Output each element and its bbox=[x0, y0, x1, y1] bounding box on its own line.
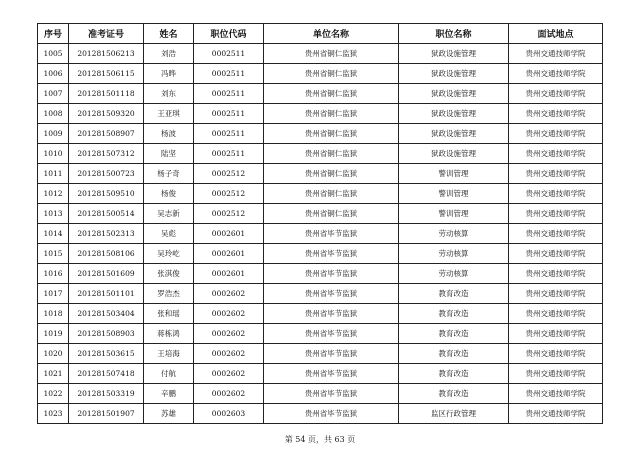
position-name-cell: 警训管理 bbox=[399, 184, 509, 204]
name-cell: 吴玲屹 bbox=[144, 244, 194, 264]
header-interview-location: 面试地点 bbox=[509, 24, 603, 44]
interview-location-cell: 贵州交通技师学院 bbox=[509, 124, 603, 144]
name-cell: 冯晔 bbox=[144, 64, 194, 84]
position-code-cell: 0002603 bbox=[194, 404, 264, 424]
table-row bbox=[38, 284, 603, 304]
unit-name-cell: 贵州省毕节监狱 bbox=[264, 284, 399, 304]
table-row bbox=[38, 224, 603, 244]
position-code-cell: 0002511 bbox=[194, 124, 264, 144]
interview-location-cell: 贵州交通技师学院 bbox=[509, 404, 603, 424]
name-cell: 吴志新 bbox=[144, 204, 194, 224]
table-row bbox=[38, 124, 603, 144]
position-code-cell: 0002512 bbox=[194, 204, 264, 224]
interview-location-cell: 贵州交通技师学院 bbox=[509, 384, 603, 404]
interview-location-cell: 贵州交通技师学院 bbox=[509, 44, 603, 64]
ticket-number-cell: 201281503404 bbox=[69, 304, 144, 324]
name-cell: 张淇俊 bbox=[144, 264, 194, 284]
position-name-cell: 狱政设施管理 bbox=[399, 84, 509, 104]
serial-cell: 1013 bbox=[38, 204, 69, 224]
interview-location-cell: 贵州交通技师学院 bbox=[509, 224, 603, 244]
ticket-number-cell: 201281501609 bbox=[69, 264, 144, 284]
header-ticket-number: 准考证号 bbox=[69, 24, 144, 44]
ticket-number-cell: 201281509320 bbox=[69, 104, 144, 124]
position-code-cell: 0002602 bbox=[194, 324, 264, 344]
serial-cell: 1023 bbox=[38, 404, 69, 424]
position-name-cell: 教育改造 bbox=[399, 384, 509, 404]
serial-cell: 1021 bbox=[38, 364, 69, 384]
unit-name-cell: 贵州省毕节监狱 bbox=[264, 324, 399, 344]
serial-cell: 1006 bbox=[38, 64, 69, 84]
unit-name-cell: 贵州省毕节监狱 bbox=[264, 364, 399, 384]
name-cell: 杨子奇 bbox=[144, 164, 194, 184]
ticket-number-cell: 201281501118 bbox=[69, 84, 144, 104]
ticket-number-cell: 201281507312 bbox=[69, 144, 144, 164]
position-code-cell: 0002602 bbox=[194, 364, 264, 384]
name-cell: 王亚琪 bbox=[144, 104, 194, 124]
table-row bbox=[38, 164, 603, 184]
name-cell: 辛鹏 bbox=[144, 384, 194, 404]
ticket-number-cell: 201281501101 bbox=[69, 284, 144, 304]
position-name-cell: 警训管理 bbox=[399, 164, 509, 184]
name-cell: 蒋栋鸿 bbox=[144, 324, 194, 344]
name-cell: 付航 bbox=[144, 364, 194, 384]
unit-name-cell: 贵州省铜仁监狱 bbox=[264, 64, 399, 84]
interview-location-cell: 贵州交通技师学院 bbox=[509, 304, 603, 324]
position-code-cell: 0002511 bbox=[194, 104, 264, 124]
page-footer: 第 54 页，共 63 页 bbox=[284, 435, 356, 444]
position-name-cell: 教育改造 bbox=[399, 364, 509, 384]
unit-name-cell: 贵州省铜仁监狱 bbox=[264, 164, 399, 184]
interview-location-cell: 贵州交通技师学院 bbox=[509, 284, 603, 304]
name-cell: 王培海 bbox=[144, 344, 194, 364]
position-code-cell: 0002601 bbox=[194, 264, 264, 284]
serial-cell: 1014 bbox=[38, 224, 69, 244]
position-name-cell: 教育改造 bbox=[399, 284, 509, 304]
ticket-number-cell: 201281502313 bbox=[69, 224, 144, 244]
ticket-number-cell: 201281501907 bbox=[69, 404, 144, 424]
unit-name-cell: 贵州省铜仁监狱 bbox=[264, 204, 399, 224]
interview-location-cell: 贵州交通技师学院 bbox=[509, 84, 603, 104]
name-cell: 刘东 bbox=[144, 84, 194, 104]
position-code-cell: 0002602 bbox=[194, 284, 264, 304]
ticket-number-cell: 201281506115 bbox=[69, 64, 144, 84]
unit-name-cell: 贵州省毕节监狱 bbox=[264, 244, 399, 264]
position-code-cell: 0002511 bbox=[194, 84, 264, 104]
unit-name-cell: 贵州省毕节监狱 bbox=[264, 304, 399, 324]
position-code-cell: 0002602 bbox=[194, 384, 264, 404]
table-header bbox=[38, 24, 603, 44]
table-row bbox=[38, 184, 603, 204]
unit-name-cell: 贵州省铜仁监狱 bbox=[264, 44, 399, 64]
interview-location-cell: 贵州交通技师学院 bbox=[509, 104, 603, 124]
interview-location-cell: 贵州交通技师学院 bbox=[509, 264, 603, 284]
unit-name-cell: 贵州省铜仁监狱 bbox=[264, 104, 399, 124]
ticket-number-cell: 201281503319 bbox=[69, 384, 144, 404]
unit-name-cell: 贵州省毕节监狱 bbox=[264, 264, 399, 284]
unit-name-cell: 贵州省毕节监狱 bbox=[264, 404, 399, 424]
name-cell: 杨俊 bbox=[144, 184, 194, 204]
position-code-cell: 0002511 bbox=[194, 144, 264, 164]
serial-cell: 1011 bbox=[38, 164, 69, 184]
name-cell: 吴彪 bbox=[144, 224, 194, 244]
ticket-number-cell: 201281503615 bbox=[69, 344, 144, 364]
serial-cell: 1018 bbox=[38, 304, 69, 324]
position-name-cell: 狱政设施管理 bbox=[399, 104, 509, 124]
unit-name-cell: 贵州省铜仁监狱 bbox=[264, 184, 399, 204]
unit-name-cell: 贵州省铜仁监狱 bbox=[264, 144, 399, 164]
position-name-cell: 劳动核算 bbox=[399, 264, 509, 284]
name-cell: 罗浩杰 bbox=[144, 284, 194, 304]
ticket-number-cell: 201281506213 bbox=[69, 44, 144, 64]
serial-cell: 1008 bbox=[38, 104, 69, 124]
position-code-cell: 0002512 bbox=[194, 164, 264, 184]
unit-name-cell: 贵州省铜仁监狱 bbox=[264, 124, 399, 144]
position-name-cell: 狱政设施管理 bbox=[399, 124, 509, 144]
serial-cell: 1010 bbox=[38, 144, 69, 164]
ticket-number-cell: 201281500723 bbox=[69, 164, 144, 184]
ticket-number-cell: 201281507418 bbox=[69, 364, 144, 384]
position-code-cell: 0002512 bbox=[194, 184, 264, 204]
header-serial: 序号 bbox=[38, 24, 69, 44]
table-row bbox=[38, 244, 603, 264]
position-name-cell: 劳动核算 bbox=[399, 244, 509, 264]
table-row bbox=[38, 344, 603, 364]
table-row bbox=[38, 64, 603, 84]
unit-name-cell: 贵州省毕节监狱 bbox=[264, 384, 399, 404]
header-name: 姓名 bbox=[144, 24, 194, 44]
name-cell: 陆坚 bbox=[144, 144, 194, 164]
position-code-cell: 0002511 bbox=[194, 64, 264, 84]
ticket-number-cell: 201281508903 bbox=[69, 324, 144, 344]
serial-cell: 1017 bbox=[38, 284, 69, 304]
table-row bbox=[38, 404, 603, 424]
table-row bbox=[38, 44, 603, 64]
position-code-cell: 0002511 bbox=[194, 44, 264, 64]
table-row bbox=[38, 104, 603, 124]
position-name-cell: 警训管理 bbox=[399, 204, 509, 224]
serial-cell: 1012 bbox=[38, 184, 69, 204]
serial-cell: 1007 bbox=[38, 84, 69, 104]
table-row bbox=[38, 384, 603, 404]
header-row bbox=[38, 24, 603, 44]
table-row bbox=[38, 144, 603, 164]
serial-cell: 1005 bbox=[38, 44, 69, 64]
interview-location-cell: 贵州交通技师学院 bbox=[509, 64, 603, 84]
serial-cell: 1022 bbox=[38, 384, 69, 404]
ticket-number-cell: 201281500514 bbox=[69, 204, 144, 224]
unit-name-cell: 贵州省铜仁监狱 bbox=[264, 84, 399, 104]
interview-location-cell: 贵州交通技师学院 bbox=[509, 144, 603, 164]
position-name-cell: 教育改造 bbox=[399, 344, 509, 364]
position-name-cell: 狱政设施管理 bbox=[399, 44, 509, 64]
serial-cell: 1009 bbox=[38, 124, 69, 144]
interview-location-cell: 贵州交通技师学院 bbox=[509, 244, 603, 264]
serial-cell: 1019 bbox=[38, 324, 69, 344]
name-cell: 刘浩 bbox=[144, 44, 194, 64]
ticket-number-cell: 201281508106 bbox=[69, 244, 144, 264]
table-row bbox=[38, 264, 603, 284]
interview-location-cell: 贵州交通技师学院 bbox=[509, 184, 603, 204]
interview-location-cell: 贵州交通技师学院 bbox=[509, 344, 603, 364]
table-row bbox=[38, 364, 603, 384]
exam-roster-table bbox=[37, 23, 603, 424]
table-row bbox=[38, 204, 603, 224]
position-code-cell: 0002602 bbox=[194, 304, 264, 324]
table-row bbox=[38, 304, 603, 324]
position-name-cell: 教育改造 bbox=[399, 324, 509, 344]
position-name-cell: 劳动核算 bbox=[399, 224, 509, 244]
serial-cell: 1015 bbox=[38, 244, 69, 264]
header-position-code: 职位代码 bbox=[194, 24, 264, 44]
position-name-cell: 狱政设施管理 bbox=[399, 144, 509, 164]
interview-location-cell: 贵州交通技师学院 bbox=[509, 164, 603, 184]
ticket-number-cell: 201281509510 bbox=[69, 184, 144, 204]
header-unit-name: 单位名称 bbox=[264, 24, 399, 44]
name-cell: 张和瑶 bbox=[144, 304, 194, 324]
unit-name-cell: 贵州省毕节监狱 bbox=[264, 344, 399, 364]
interview-location-cell: 贵州交通技师学院 bbox=[509, 364, 603, 384]
table-row bbox=[38, 324, 603, 344]
position-code-cell: 0002602 bbox=[194, 344, 264, 364]
position-name-cell: 监区行政管理 bbox=[399, 404, 509, 424]
table-row bbox=[38, 84, 603, 104]
serial-cell: 1020 bbox=[38, 344, 69, 364]
interview-location-cell: 贵州交通技师学院 bbox=[509, 324, 603, 344]
header-position-name: 职位名称 bbox=[399, 24, 509, 44]
position-name-cell: 教育改造 bbox=[399, 304, 509, 324]
ticket-number-cell: 201281508907 bbox=[69, 124, 144, 144]
table-body bbox=[38, 44, 603, 424]
position-name-cell: 狱政设施管理 bbox=[399, 64, 509, 84]
name-cell: 杨波 bbox=[144, 124, 194, 144]
unit-name-cell: 贵州省毕节监狱 bbox=[264, 224, 399, 244]
position-code-cell: 0002601 bbox=[194, 224, 264, 244]
name-cell: 苏雄 bbox=[144, 404, 194, 424]
interview-location-cell: 贵州交通技师学院 bbox=[509, 204, 603, 224]
serial-cell: 1016 bbox=[38, 264, 69, 284]
position-code-cell: 0002601 bbox=[194, 244, 264, 264]
